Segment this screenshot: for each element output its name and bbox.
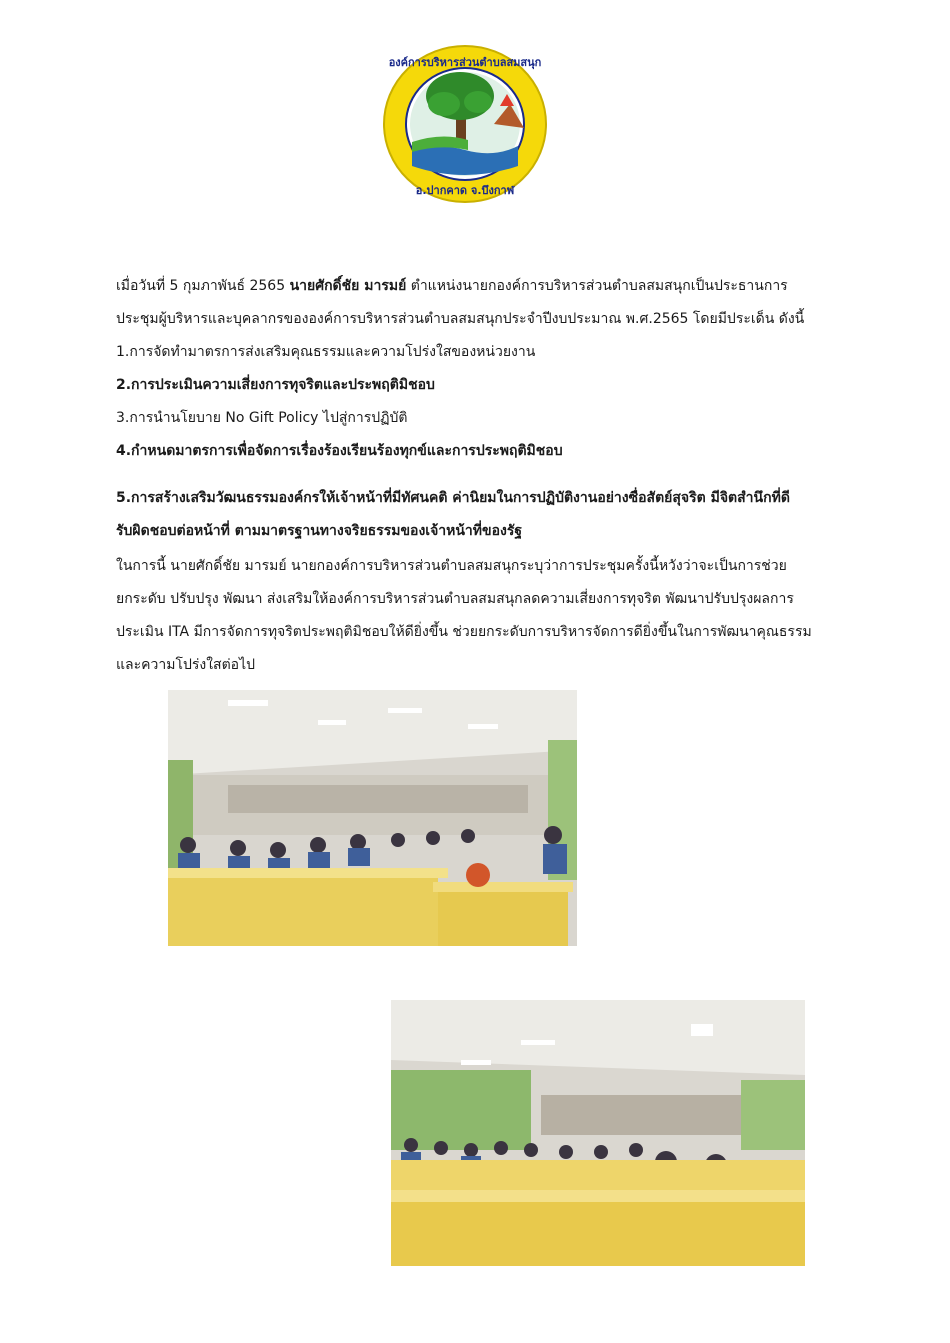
paragraph-line: ในการนี้ นายศักดิ์ชัย มารมย์ นายกองค์การบริหารส่วนตำบลสมสนุกระบุว่าการประชุมครั้งนี้หวังว่าจะเป็นการช่วย bbox=[116, 558, 787, 574]
paragraph-line: และความโปร่งใสต่อไป bbox=[116, 657, 256, 673]
intro-date: เมื่อวันที่ 5 กุมภาพันธ์ 2565 bbox=[116, 278, 290, 294]
agenda-item-5-line: 5.การสร้างเสริมวัฒนธรรมองค์กรให้เจ้าหน้าที่มีทัศนคติ ค่านิยมในการปฏิบัติงานอย่างซื่อสัตย์สุจริต มีจิตสำนึกที่ดี bbox=[116, 490, 790, 506]
paragraph-line bbox=[116, 270, 828, 303]
agenda-item-4: 4.กำหนดมาตรการเพื่อจัดการเรื่องร้องเรียนร้องทุกข์และการประพฤติมิชอบ bbox=[116, 443, 563, 459]
paragraph-line: ประชุมผู้บริหารและบุคลากรขององค์การบริหารส่วนตำบลสมสนุกประจำปีงบประมาณ พ.ศ.2565 โดยมีประเด็น ดังนี้ bbox=[116, 311, 805, 327]
logo-top-text: องค์การบริหารส่วนตำบลสมสนุก bbox=[388, 56, 542, 69]
closing-paragraph bbox=[116, 550, 828, 682]
paragraph-line: ยกระดับ ปรับปรุง พัฒนา ส่งเสริมให้องค์การบริหารส่วนตำบลสมสนุกลดความเสี่ยงการทุจริต พัฒนาปรับปรุงผลการ bbox=[116, 591, 794, 607]
meeting-photo-2 bbox=[391, 1000, 805, 1266]
logo-bottom-text: อ.ปากคาด จ.บึงกาฬ bbox=[415, 184, 515, 197]
intro-rest: ตำแหน่งนายกองค์การบริหารส่วนตำบลสมสนุกเป็นประธานการ bbox=[406, 278, 788, 294]
chairman-name: นายศักดิ์ชัย มารมย์ bbox=[289, 278, 407, 294]
agenda-item-5-line: รับผิดชอบต่อหน้าที่ ตามมาตรฐานทางจริยธรรมของเจ้าหน้าที่ของรัฐ bbox=[116, 523, 523, 539]
agenda-item-1: 1.การจัดทำมาตรการส่งเสริมคุณธรรมและความโปร่งใสของหน่วยงาน bbox=[116, 344, 536, 360]
document-body bbox=[116, 270, 828, 468]
agenda-item-3: 3.การนำนโยบาย No Gift Policy ไปสู่การปฏิบัติ bbox=[116, 410, 408, 426]
paragraph-line: ประเมิน ITA มีการจัดการทุจริตประพฤติมิชอบให้ดียิ่งขึ้น ช่วยยกระดับการบริหารจัดการดียิ่งขึ้นในการพัฒนาคุณธรรม bbox=[116, 624, 812, 640]
meeting-photo-1 bbox=[168, 690, 577, 946]
organization-seal-logo bbox=[382, 44, 548, 204]
agenda-item-5 bbox=[116, 482, 828, 548]
agenda-item-2: 2.การประเมินความเสี่ยงการทุจริตและประพฤติมิชอบ bbox=[116, 377, 435, 393]
